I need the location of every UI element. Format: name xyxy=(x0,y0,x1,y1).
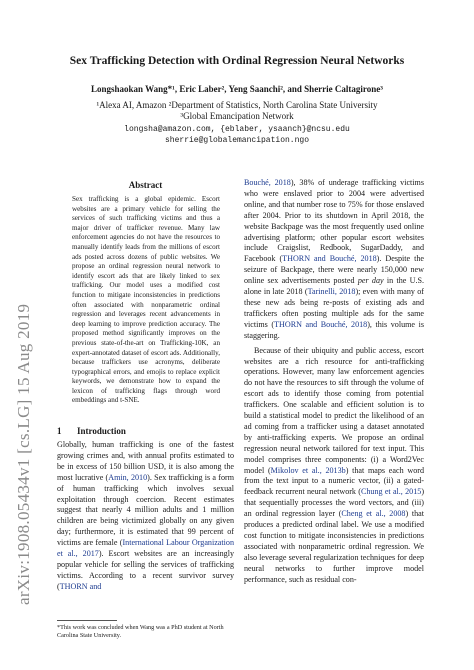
body-text: ); even with many of these new ads being re-posts of existing ads and traffickers often posting multiple ads for the same victims ( xyxy=(244,287,424,329)
introduction-paragraph xyxy=(57,440,234,593)
citation-link[interactable]: Chung et al., 2015 xyxy=(360,487,422,497)
footnote: *This work was concluded when Wang was a PhD student at North Carolina State University. xyxy=(57,624,224,639)
body-text: ), this volume is staggering. xyxy=(244,319,424,340)
body-text: in the U.S. alone in late 2018 ( xyxy=(244,276,425,297)
intro-text: ). Escort websites are an increasingly popular vehicle for selling the services of trafficking victims. According to a recent survivor survey ( xyxy=(57,549,234,591)
citation-link[interactable]: THORN and Bouché, 2018 xyxy=(282,254,377,264)
citation-link[interactable]: THORN and Bouché, 2018 xyxy=(274,319,368,329)
body-text: ) that maps each word from the text input to a numeric vector, (ii) a gated-feedback recurrent neural network ( xyxy=(244,465,424,497)
email-line-2: sherrie@globalemancipation.ngo xyxy=(164,136,310,145)
paragraph xyxy=(244,178,424,342)
paper-title: Sex Trafficking Detection with Ordinal Regression Neural Networks xyxy=(69,55,405,67)
intro-text: ). Sex trafficking is a form of human trafficking which involves sexual exploitation through coercion. Recent estimates suggest that nearly 4 million adults and 1 million children are being victimized globally on any given day; furthermore, it is estimated that 99 percent of victims are female ( xyxy=(57,472,235,548)
citation-link[interactable]: International Labour Organization et al., 2017 xyxy=(57,538,234,559)
citation-link[interactable]: Bouché, 2018 xyxy=(244,178,291,187)
body-text: ) that sequentially processes the word vectors, and (iii) an ordinal regression layer ( xyxy=(244,487,425,519)
citation-link[interactable]: Tarinelli, 2018 xyxy=(307,287,356,297)
citation-link[interactable]: Cheng et al., 2008 xyxy=(341,509,406,519)
author-list: Longshaokan Wang*¹, Eric Laber², Yeng Saanchi², and Sherrie Caltagirone³ xyxy=(91,84,383,94)
affiliations xyxy=(40,100,434,122)
body-text: ) that produces a predicted ordinal label. We use a modified cost function to mitigate inconsistencies in predictions associated with nonparametric ordinal regression. We also leverage several regularization techniques for deep neural networks to further improve model performance, such as residual con- xyxy=(244,509,424,584)
body-text: ), 38% of underage trafficking victims who were enslaved prior to 2004 were advertised online, and that number rose to 75% for those enslaved after 2004. Prior to its shutdown in April 2018, the website Backpage was the most frequently used online advertising platform; other popular escort websites include Craigslist, Redbook, SugarDaddy, and Facebook ( xyxy=(244,178,424,264)
section-number: 1 xyxy=(57,426,62,436)
intro-text: Globally, human trafficking is one of the fastest growing crimes and, with annual profits estimated to be in excess of 150 billion USD, it is also among the most lucrative ( xyxy=(57,440,234,482)
affiliation-line-1: ¹Alexa AI, Amazon ²Department of Statistics, North Carolina State University xyxy=(96,100,378,110)
author-emails xyxy=(40,124,434,146)
emphasis-text: per day xyxy=(357,276,384,286)
paragraph xyxy=(244,346,424,586)
abstract-body: Sex trafficking is a global epidemic. Escort websites are a primary vehicle for selling the services of such trafficking victims and thus a major driver of trafficker revenue. Many law enforcement agencies do not have the resources to manually identify leads from the millions of escort ads posted across dozens of public websites. We propose an ordinal regression neural network to identify escort ads that are likely linked to sex trafficking. Our model uses a modified cost function to mitigate inconsistencies in predictions often associated with nonparametric ordinal regression and leverages recent advancements in deep learning to improve prediction accuracy. The proposed method significantly improves on the previous state-of-the-art on Trafficking-10K, an expert-annotated dataset of escort ads. Additionally, because traffickers use acronyms, deliberate typographical errors, and emojis to replace explicit keywords, we demonstrate how to expand the lexicon of trafficking flags through word embeddings and t-SNE. xyxy=(72,195,220,405)
citation-link[interactable]: THORN and xyxy=(59,581,102,591)
affiliation-line-2: ³Global Emancipation Network xyxy=(180,111,294,121)
citation-link[interactable]: Mikolov et al., 2013b xyxy=(270,465,346,475)
body-text: ). Despite the seizure of Backpage, there were nearly 150,000 new online sex advertisements posted xyxy=(244,254,424,286)
email-line-1: longsha@amazon.com, {eblaber, ysaanch}@ncsu.edu xyxy=(124,125,350,134)
arxiv-id: arXiv:1908.05434v1 [cs.LG] 15 Aug 2019 xyxy=(14,303,33,605)
footnote-rule xyxy=(57,620,117,621)
citation-link[interactable]: Amin, 2010 xyxy=(108,472,148,482)
section-title: Introduction xyxy=(77,426,126,436)
right-column-text xyxy=(244,178,424,586)
section-heading-introduction xyxy=(57,426,126,436)
body-text: Because of their ubiquity and public access, escort websites are a rich resource for anti-trafficking operations. However, many law enforcement agencies do not have the resources to sift through the volume of escort ads to identify those coming from potential traffickers. One scalable and efficient solution is to build a statistical model to predict the likelihood of an ad coming from a trafficker using a dataset annotated by anti-trafficking experts. We propose an ordinal regression neural network tailored for text input. This model comprises three components: (i) a Word2Vec model ( xyxy=(244,345,424,475)
abstract-heading: Abstract xyxy=(128,180,163,190)
arxiv-sidebar-stamp xyxy=(2,210,42,610)
